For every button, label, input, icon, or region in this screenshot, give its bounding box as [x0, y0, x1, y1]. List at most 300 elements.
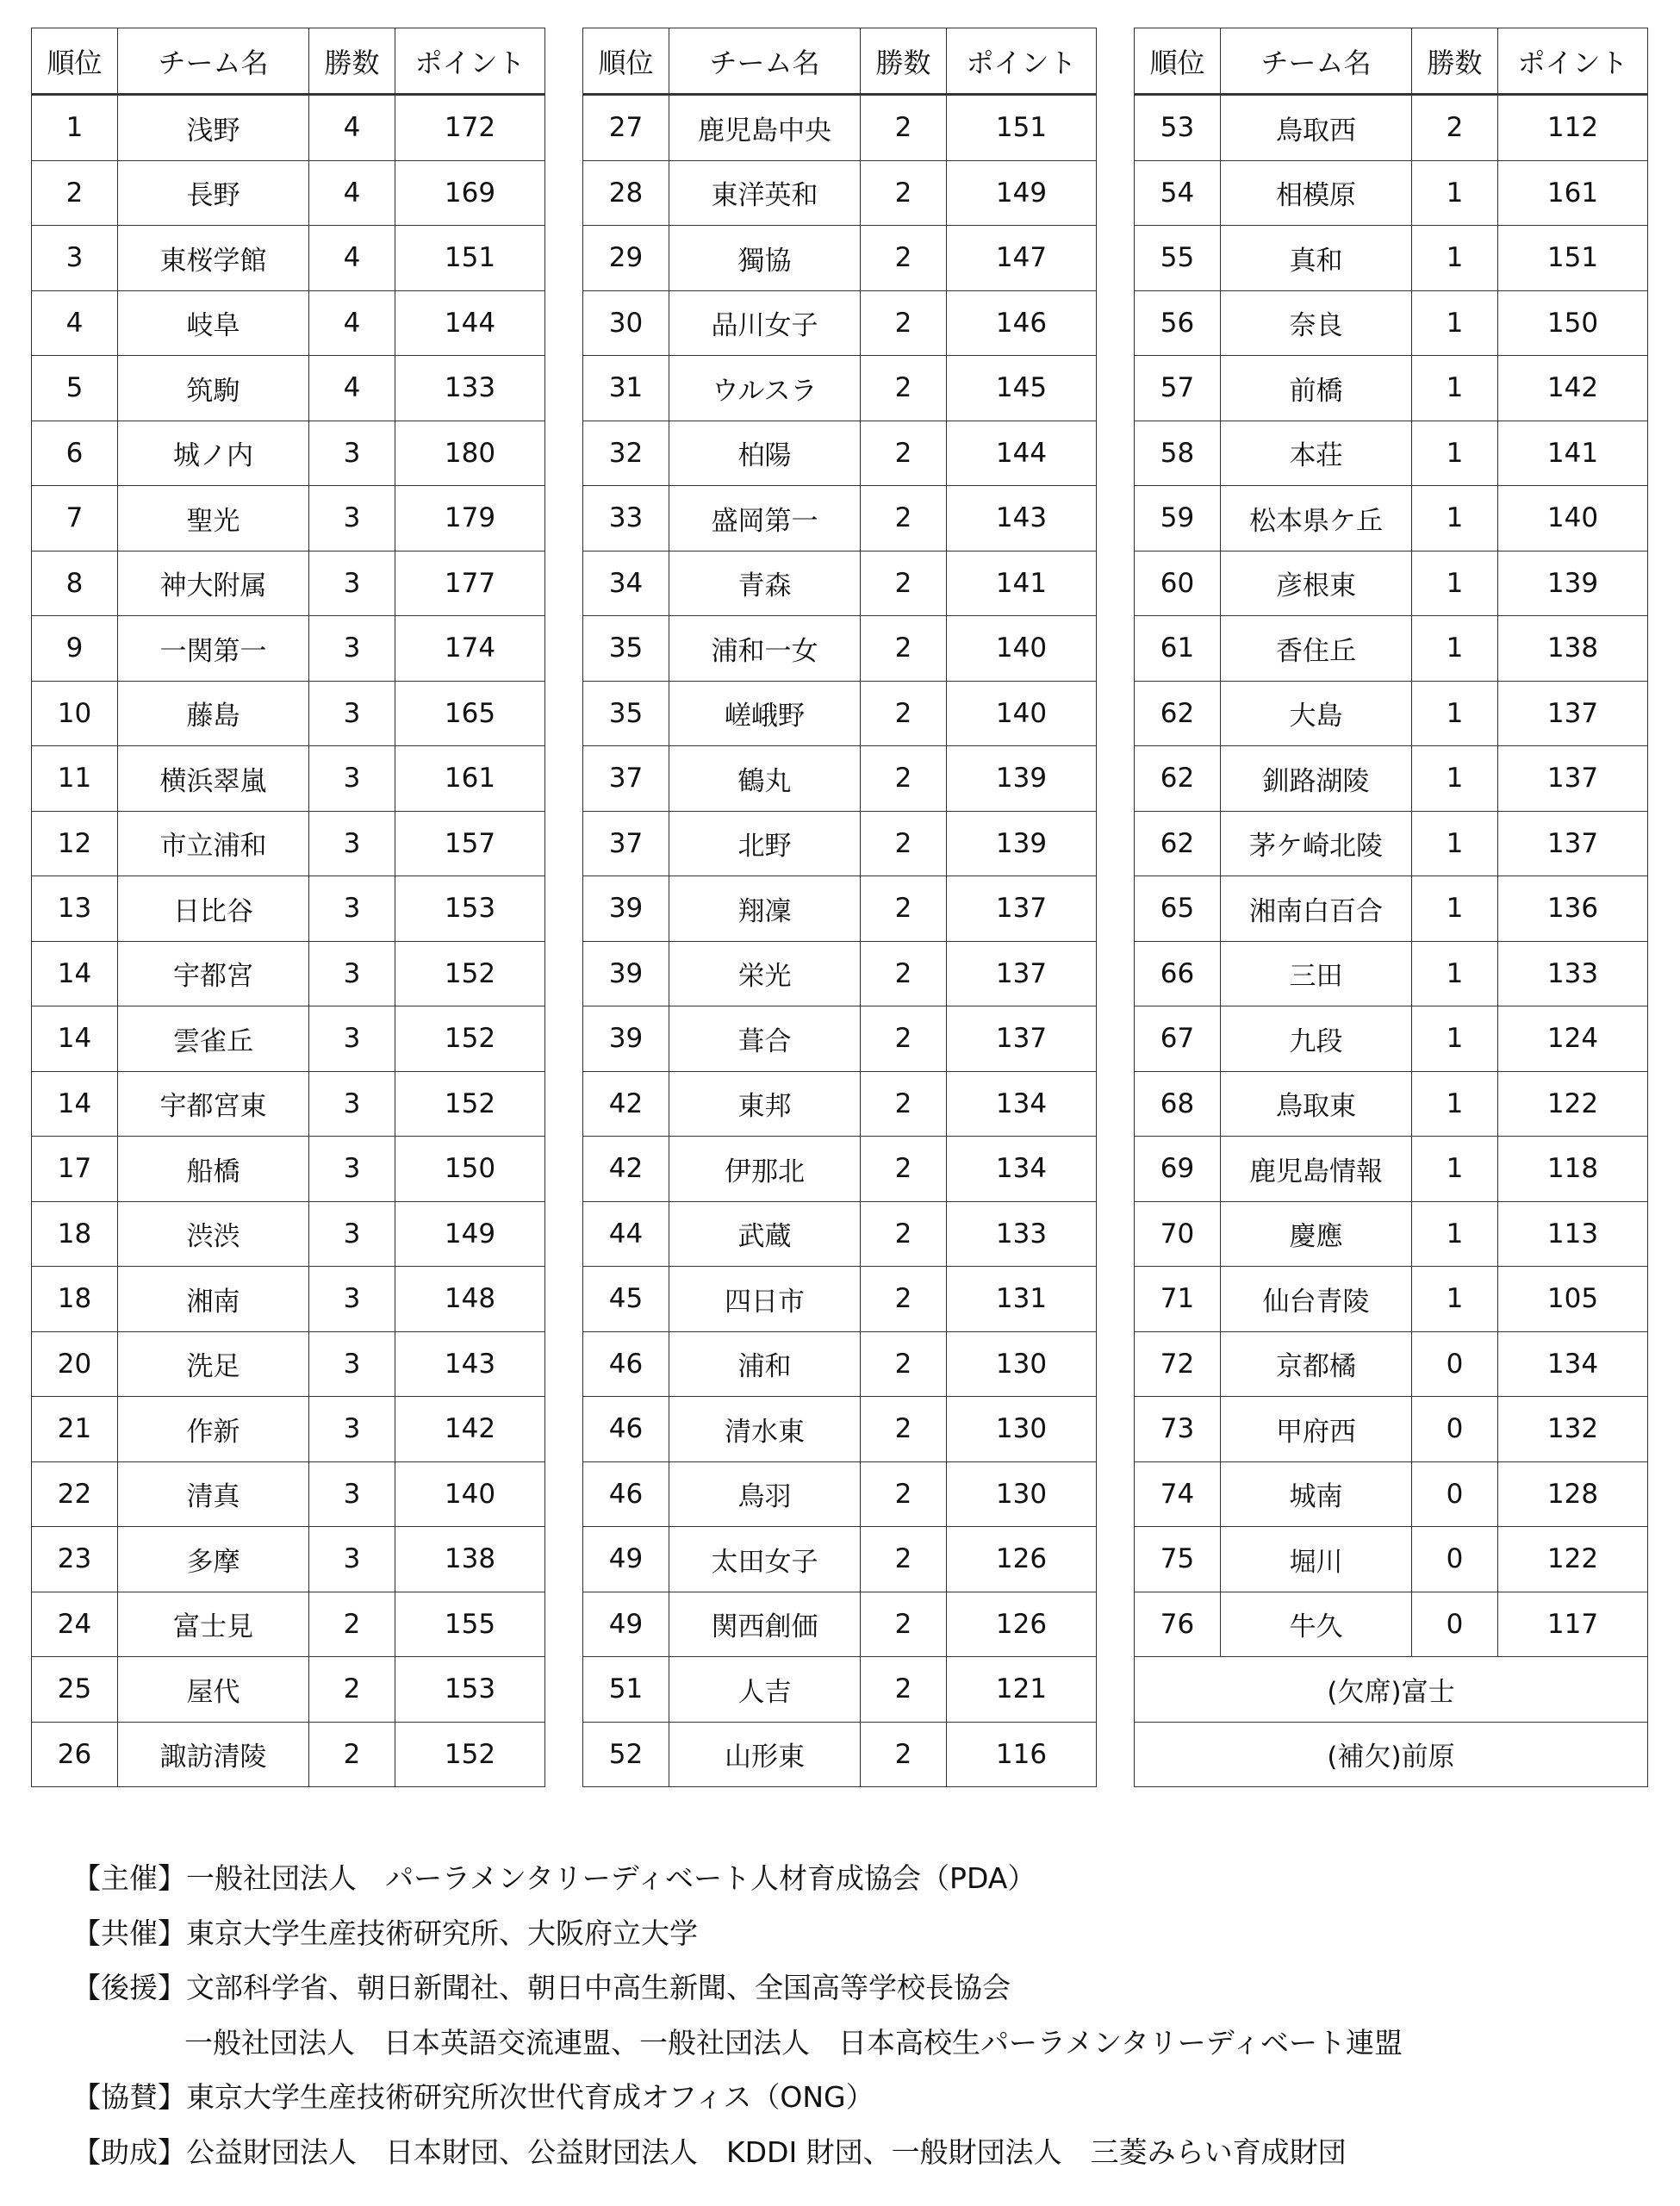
rank-cell: 11 [32, 746, 118, 812]
rank-cell: 54 [1135, 160, 1221, 226]
team-cell: 翔凜 [669, 876, 861, 942]
table-row [1135, 160, 1648, 226]
team-cell: 聖光 [118, 486, 309, 552]
wins-cell: 1 [1412, 160, 1498, 226]
team-cell: 彦根東 [1221, 551, 1412, 616]
table-row [32, 551, 545, 616]
team-cell: 城ノ内 [118, 421, 309, 486]
wins-cell: 0 [1412, 1592, 1498, 1657]
team-cell: 松本県ケ丘 [1221, 486, 1412, 552]
wins-cell: 1 [1412, 746, 1498, 812]
points-cell: 113 [1498, 1201, 1648, 1267]
wins-cell: 2 [861, 1201, 947, 1267]
team-cell: 三田 [1221, 941, 1412, 1006]
team-cell: 洗足 [118, 1331, 309, 1397]
wins-cell: 1 [1412, 356, 1498, 421]
team-cell: 市立浦和 [118, 811, 309, 876]
wins-cell: 3 [309, 486, 395, 552]
team-cell: 武蔵 [669, 1201, 861, 1267]
rank-cell: 46 [583, 1331, 669, 1397]
wins-cell: 4 [309, 95, 395, 161]
rank-cell: 53 [1135, 95, 1221, 161]
rank-cell: 7 [32, 486, 118, 552]
team-cell: 神大附属 [118, 551, 309, 616]
rank-cell: 13 [32, 876, 118, 942]
wins-cell: 3 [309, 1461, 395, 1527]
wins-cell: 2 [861, 941, 947, 1006]
rank-cell: 14 [32, 1071, 118, 1137]
organizer-line: 【主催】一般社団法人 パーラメンタリーディベート人材育成協会（PDA） [72, 1861, 1036, 1895]
wins-cell: 2 [309, 1592, 395, 1657]
wins-cell: 1 [1412, 1137, 1498, 1202]
team-cell: 関西創価 [669, 1592, 861, 1657]
table-row [1135, 95, 1648, 161]
table-row [583, 1461, 1097, 1527]
points-cell: 174 [395, 616, 545, 682]
table-row [583, 1331, 1097, 1397]
rank-cell: 37 [583, 746, 669, 812]
rank-cell: 67 [1135, 1006, 1221, 1072]
wins-cell: 2 [861, 1137, 947, 1202]
team-cell: 奈良 [1221, 290, 1412, 356]
rank-cell: 70 [1135, 1201, 1221, 1267]
table-row [583, 811, 1097, 876]
table-row [583, 746, 1097, 812]
rank-cell: 9 [32, 616, 118, 682]
table-row [1135, 1006, 1648, 1072]
points-cell: 165 [395, 681, 545, 746]
wins-cell: 4 [309, 356, 395, 421]
team-cell: 諏訪清陵 [118, 1722, 309, 1787]
team-cell: 獨協 [669, 226, 861, 291]
table-row [1135, 876, 1648, 942]
team-cell: 多摩 [118, 1527, 309, 1592]
points-cell: 140 [1498, 486, 1648, 552]
rank-cell: 18 [32, 1267, 118, 1332]
team-cell: 清真 [118, 1461, 309, 1527]
rank-cell: 55 [1135, 226, 1221, 291]
points-cell: 137 [1498, 746, 1648, 812]
wins-cell: 2 [861, 290, 947, 356]
points-cell: 133 [1498, 941, 1648, 1006]
table-row [32, 1657, 545, 1723]
points-cell: 180 [395, 421, 545, 486]
wins-cell: 3 [309, 551, 395, 616]
team-cell: 一関第一 [118, 616, 309, 682]
header-row [1135, 28, 1648, 95]
rank-cell: 26 [32, 1722, 118, 1787]
team-cell: 湘南白百合 [1221, 876, 1412, 942]
points-cell: 150 [1498, 290, 1648, 356]
wins-cell: 0 [1412, 1527, 1498, 1592]
table-row [1135, 290, 1648, 356]
table-row [32, 746, 545, 812]
wins-cell: 2 [861, 421, 947, 486]
wins-cell: 1 [1412, 290, 1498, 356]
points-cell: 126 [947, 1527, 1097, 1592]
table-row [583, 1071, 1097, 1137]
rank-cell: 44 [583, 1201, 669, 1267]
team-cell: 浦和 [669, 1331, 861, 1397]
rank-cell: 21 [32, 1397, 118, 1462]
wins-cell: 0 [1412, 1397, 1498, 1462]
points-cell: 155 [395, 1592, 545, 1657]
rank-cell: 22 [32, 1461, 118, 1527]
rank-cell: 68 [1135, 1071, 1221, 1137]
table-row [32, 1527, 545, 1592]
rank-cell: 46 [583, 1461, 669, 1527]
table-row [1135, 486, 1648, 552]
rank-cell: 35 [583, 616, 669, 682]
team-cell: 日比谷 [118, 876, 309, 942]
points-cell: 132 [1498, 1397, 1648, 1462]
wins-cell: 3 [309, 1397, 395, 1462]
points-cell: 137 [1498, 811, 1648, 876]
points-cell: 140 [947, 616, 1097, 682]
wins-cell: 1 [1412, 486, 1498, 552]
wins-cell: 2 [861, 226, 947, 291]
rank-cell: 14 [32, 1006, 118, 1072]
rank-cell: 39 [583, 1006, 669, 1072]
points-header: ポイント [395, 28, 545, 95]
points-cell: 151 [947, 95, 1097, 161]
absent-note: (欠席)富士 [1135, 1657, 1648, 1723]
team-cell: 富士見 [118, 1592, 309, 1657]
rank-cell: 65 [1135, 876, 1221, 942]
rank-cell: 20 [32, 1331, 118, 1397]
wins-cell: 1 [1412, 1267, 1498, 1332]
team-cell: 青森 [669, 551, 861, 616]
wins-cell: 3 [309, 876, 395, 942]
rank-cell: 42 [583, 1071, 669, 1137]
table-row [583, 681, 1097, 746]
points-cell: 133 [947, 1201, 1097, 1267]
points-cell: 152 [395, 1071, 545, 1137]
rank-cell: 49 [583, 1592, 669, 1657]
team-cell: 柏陽 [669, 421, 861, 486]
table-row [32, 1006, 545, 1072]
header-row [583, 28, 1097, 95]
wins-cell: 2 [861, 746, 947, 812]
wins-cell: 1 [1412, 421, 1498, 486]
points-cell: 136 [1498, 876, 1648, 942]
table-row [583, 876, 1097, 942]
wins-cell: 1 [1412, 226, 1498, 291]
rank-cell: 58 [1135, 421, 1221, 486]
team-cell: 鳥羽 [669, 1461, 861, 1527]
team-cell: 山形東 [669, 1722, 861, 1787]
points-cell: 134 [1498, 1331, 1648, 1397]
rank-cell: 62 [1135, 681, 1221, 746]
wins-cell: 1 [1412, 1006, 1498, 1072]
rank-header: 順位 [32, 28, 118, 95]
points-cell: 122 [1498, 1527, 1648, 1592]
rank-cell: 33 [583, 486, 669, 552]
table-row [32, 1592, 545, 1657]
wins-cell: 1 [1412, 551, 1498, 616]
points-cell: 122 [1498, 1071, 1648, 1137]
wins-cell: 3 [309, 1267, 395, 1332]
team-cell: 渋渋 [118, 1201, 309, 1267]
wins-cell: 2 [861, 1331, 947, 1397]
rank-cell: 45 [583, 1267, 669, 1332]
points-cell: 137 [947, 941, 1097, 1006]
table-row [583, 1722, 1097, 1787]
points-cell: 117 [1498, 1592, 1648, 1657]
team-cell: 真和 [1221, 226, 1412, 291]
table-row [583, 1006, 1097, 1072]
table-row [1135, 421, 1648, 486]
rank-cell: 25 [32, 1657, 118, 1723]
points-cell: 179 [395, 486, 545, 552]
rank-cell: 61 [1135, 616, 1221, 682]
team-cell: 仙台青陵 [1221, 1267, 1412, 1332]
wins-cell: 3 [309, 1201, 395, 1267]
wins-cell: 2 [861, 160, 947, 226]
team-cell: 品川女子 [669, 290, 861, 356]
ranking-table-2 [582, 28, 1097, 1787]
team-cell: 長野 [118, 160, 309, 226]
rank-cell: 69 [1135, 1137, 1221, 1202]
team-cell: 横浜翠嵐 [118, 746, 309, 812]
wins-header: 勝数 [309, 28, 395, 95]
table-row [1135, 941, 1648, 1006]
team-cell: 屋代 [118, 1657, 309, 1723]
rank-cell: 74 [1135, 1461, 1221, 1527]
points-cell: 150 [395, 1137, 545, 1202]
table-row [32, 95, 545, 161]
wins-cell: 3 [309, 1137, 395, 1202]
team-cell: 九段 [1221, 1006, 1412, 1072]
table-row [32, 1397, 545, 1462]
substitute-note: (補欠)前原 [1135, 1722, 1648, 1787]
points-cell: 142 [395, 1397, 545, 1462]
points-cell: 172 [395, 95, 545, 161]
points-cell: 161 [1498, 160, 1648, 226]
wins-cell: 2 [861, 1527, 947, 1592]
team-header: チーム名 [1221, 28, 1412, 95]
points-cell: 161 [395, 746, 545, 812]
table-row [32, 681, 545, 746]
table-row [583, 356, 1097, 421]
wins-cell: 3 [309, 421, 395, 486]
ranking-table-1 [31, 28, 545, 1787]
wins-cell: 2 [861, 1006, 947, 1072]
rank-cell: 73 [1135, 1397, 1221, 1462]
wins-cell: 4 [309, 226, 395, 291]
table-row [583, 421, 1097, 486]
points-cell: 157 [395, 811, 545, 876]
points-cell: 138 [1498, 616, 1648, 682]
team-cell: 前橋 [1221, 356, 1412, 421]
rank-cell: 39 [583, 941, 669, 1006]
wins-cell: 4 [309, 290, 395, 356]
table-row [583, 616, 1097, 682]
wins-cell: 3 [309, 1527, 395, 1592]
points-cell: 105 [1498, 1267, 1648, 1332]
rank-cell: 29 [583, 226, 669, 291]
table-row [32, 811, 545, 876]
wins-cell: 2 [861, 1397, 947, 1462]
table-row [583, 1267, 1097, 1332]
points-cell: 126 [947, 1592, 1097, 1657]
team-cell: 東桜学館 [118, 226, 309, 291]
points-cell: 148 [395, 1267, 545, 1332]
wins-cell: 2 [861, 876, 947, 942]
points-cell: 124 [1498, 1006, 1648, 1072]
table-row [1135, 1267, 1648, 1332]
table-row [32, 421, 545, 486]
wins-cell: 1 [1412, 1201, 1498, 1267]
team-header: チーム名 [118, 28, 309, 95]
wins-cell: 2 [309, 1722, 395, 1787]
points-cell: 118 [1498, 1137, 1648, 1202]
table-row [583, 95, 1097, 161]
points-cell: 147 [947, 226, 1097, 291]
table-row [1135, 1527, 1648, 1592]
wins-cell: 3 [309, 811, 395, 876]
points-cell: 153 [395, 1657, 545, 1723]
wins-cell: 2 [861, 1267, 947, 1332]
wins-cell: 2 [861, 95, 947, 161]
table-row [32, 1201, 545, 1267]
table-row [1135, 1201, 1648, 1267]
wins-cell: 3 [309, 1071, 395, 1137]
rank-cell: 49 [583, 1527, 669, 1592]
note-row [1135, 1657, 1648, 1723]
rank-cell: 62 [1135, 746, 1221, 812]
table-row [32, 1722, 545, 1787]
wins-cell: 2 [861, 1592, 947, 1657]
table-row [32, 486, 545, 552]
points-cell: 145 [947, 356, 1097, 421]
rank-cell: 39 [583, 876, 669, 942]
rank-cell: 2 [32, 160, 118, 226]
points-cell: 140 [947, 681, 1097, 746]
table-row [583, 1592, 1097, 1657]
table-row [1135, 616, 1648, 682]
sponsor-line: 【後援】文部科学省、朝日新聞社、朝日中高生新聞、全国高等学校長協会 [72, 1971, 1011, 2004]
table-row [583, 486, 1097, 552]
co-organizer-line: 【共催】東京大学生産技術研究所、大阪府立大学 [72, 1916, 698, 1950]
points-cell: 152 [395, 941, 545, 1006]
rank-cell: 30 [583, 290, 669, 356]
wins-cell: 2 [861, 681, 947, 746]
table-row [1135, 681, 1648, 746]
rank-cell: 37 [583, 811, 669, 876]
team-cell: 茅ケ崎北陵 [1221, 811, 1412, 876]
wins-cell: 3 [309, 941, 395, 1006]
points-cell: 149 [395, 1201, 545, 1267]
points-cell: 134 [947, 1137, 1097, 1202]
table-row [583, 290, 1097, 356]
team-cell: 太田女子 [669, 1527, 861, 1592]
points-cell: 139 [1498, 551, 1648, 616]
rank-cell: 71 [1135, 1267, 1221, 1332]
team-cell: 雲雀丘 [118, 1006, 309, 1072]
team-cell: 鹿児島情報 [1221, 1137, 1412, 1202]
points-cell: 142 [1498, 356, 1648, 421]
points-cell: 134 [947, 1071, 1097, 1137]
points-cell: 128 [1498, 1461, 1648, 1527]
table-row [1135, 746, 1648, 812]
wins-header: 勝数 [1412, 28, 1498, 95]
team-cell: 甲府西 [1221, 1397, 1412, 1462]
points-cell: 144 [947, 421, 1097, 486]
points-cell: 130 [947, 1331, 1097, 1397]
rank-cell: 27 [583, 95, 669, 161]
team-cell: 伊那北 [669, 1137, 861, 1202]
points-cell: 137 [947, 1006, 1097, 1072]
rank-cell: 52 [583, 1722, 669, 1787]
points-cell: 151 [1498, 226, 1648, 291]
table-row [1135, 1331, 1648, 1397]
points-cell: 177 [395, 551, 545, 616]
points-cell: 112 [1498, 95, 1648, 161]
points-cell: 143 [947, 486, 1097, 552]
points-cell: 149 [947, 160, 1097, 226]
team-cell: 本荘 [1221, 421, 1412, 486]
points-cell: 151 [395, 226, 545, 291]
team-cell: 京都橘 [1221, 1331, 1412, 1397]
table-row [32, 616, 545, 682]
team-cell: 鹿児島中央 [669, 95, 861, 161]
grant-line: 【助成】公益財団法人 日本財団、公益財団法人 KDDI 財団、一般財団法人 三菱みらい育成財団 [72, 2134, 1347, 2169]
table-row [583, 1657, 1097, 1723]
table-row [32, 876, 545, 942]
wins-cell: 2 [861, 356, 947, 421]
wins-cell: 1 [1412, 941, 1498, 1006]
rank-cell: 10 [32, 681, 118, 746]
rank-cell: 60 [1135, 551, 1221, 616]
team-cell: 人吉 [669, 1657, 861, 1723]
sponsor-line-continued: 一般社団法人 日本英語交流連盟、一般社団法人 日本高校生パーラメンタリーディベート連盟 [184, 2025, 1403, 2060]
team-cell: 大島 [1221, 681, 1412, 746]
table-row [32, 1267, 545, 1332]
points-cell: 143 [395, 1331, 545, 1397]
rank-cell: 66 [1135, 941, 1221, 1006]
table-row [32, 226, 545, 291]
points-header: ポイント [1498, 28, 1648, 95]
points-cell: 121 [947, 1657, 1097, 1723]
table-row [32, 1461, 545, 1527]
table-row [32, 1137, 545, 1202]
rank-header: 順位 [1135, 28, 1221, 95]
team-cell: 鶴丸 [669, 746, 861, 812]
rank-header: 順位 [583, 28, 669, 95]
points-cell: 130 [947, 1461, 1097, 1527]
footer-credits [72, 1851, 1403, 2179]
points-cell: 133 [395, 356, 545, 421]
points-cell: 137 [1498, 681, 1648, 746]
team-cell: 盛岡第一 [669, 486, 861, 552]
wins-cell: 2 [861, 1461, 947, 1527]
table-row [583, 941, 1097, 1006]
points-cell: 141 [947, 551, 1097, 616]
rank-cell: 28 [583, 160, 669, 226]
points-cell: 153 [395, 876, 545, 942]
team-cell: 東洋英和 [669, 160, 861, 226]
table-row [583, 226, 1097, 291]
team-cell: 宇都宮東 [118, 1071, 309, 1137]
wins-cell: 2 [861, 616, 947, 682]
points-cell: 138 [395, 1527, 545, 1592]
table-row [1135, 1592, 1648, 1657]
wins-cell: 2 [861, 811, 947, 876]
team-cell: 鳥取西 [1221, 95, 1412, 161]
wins-cell: 1 [1412, 616, 1498, 682]
rank-cell: 32 [583, 421, 669, 486]
